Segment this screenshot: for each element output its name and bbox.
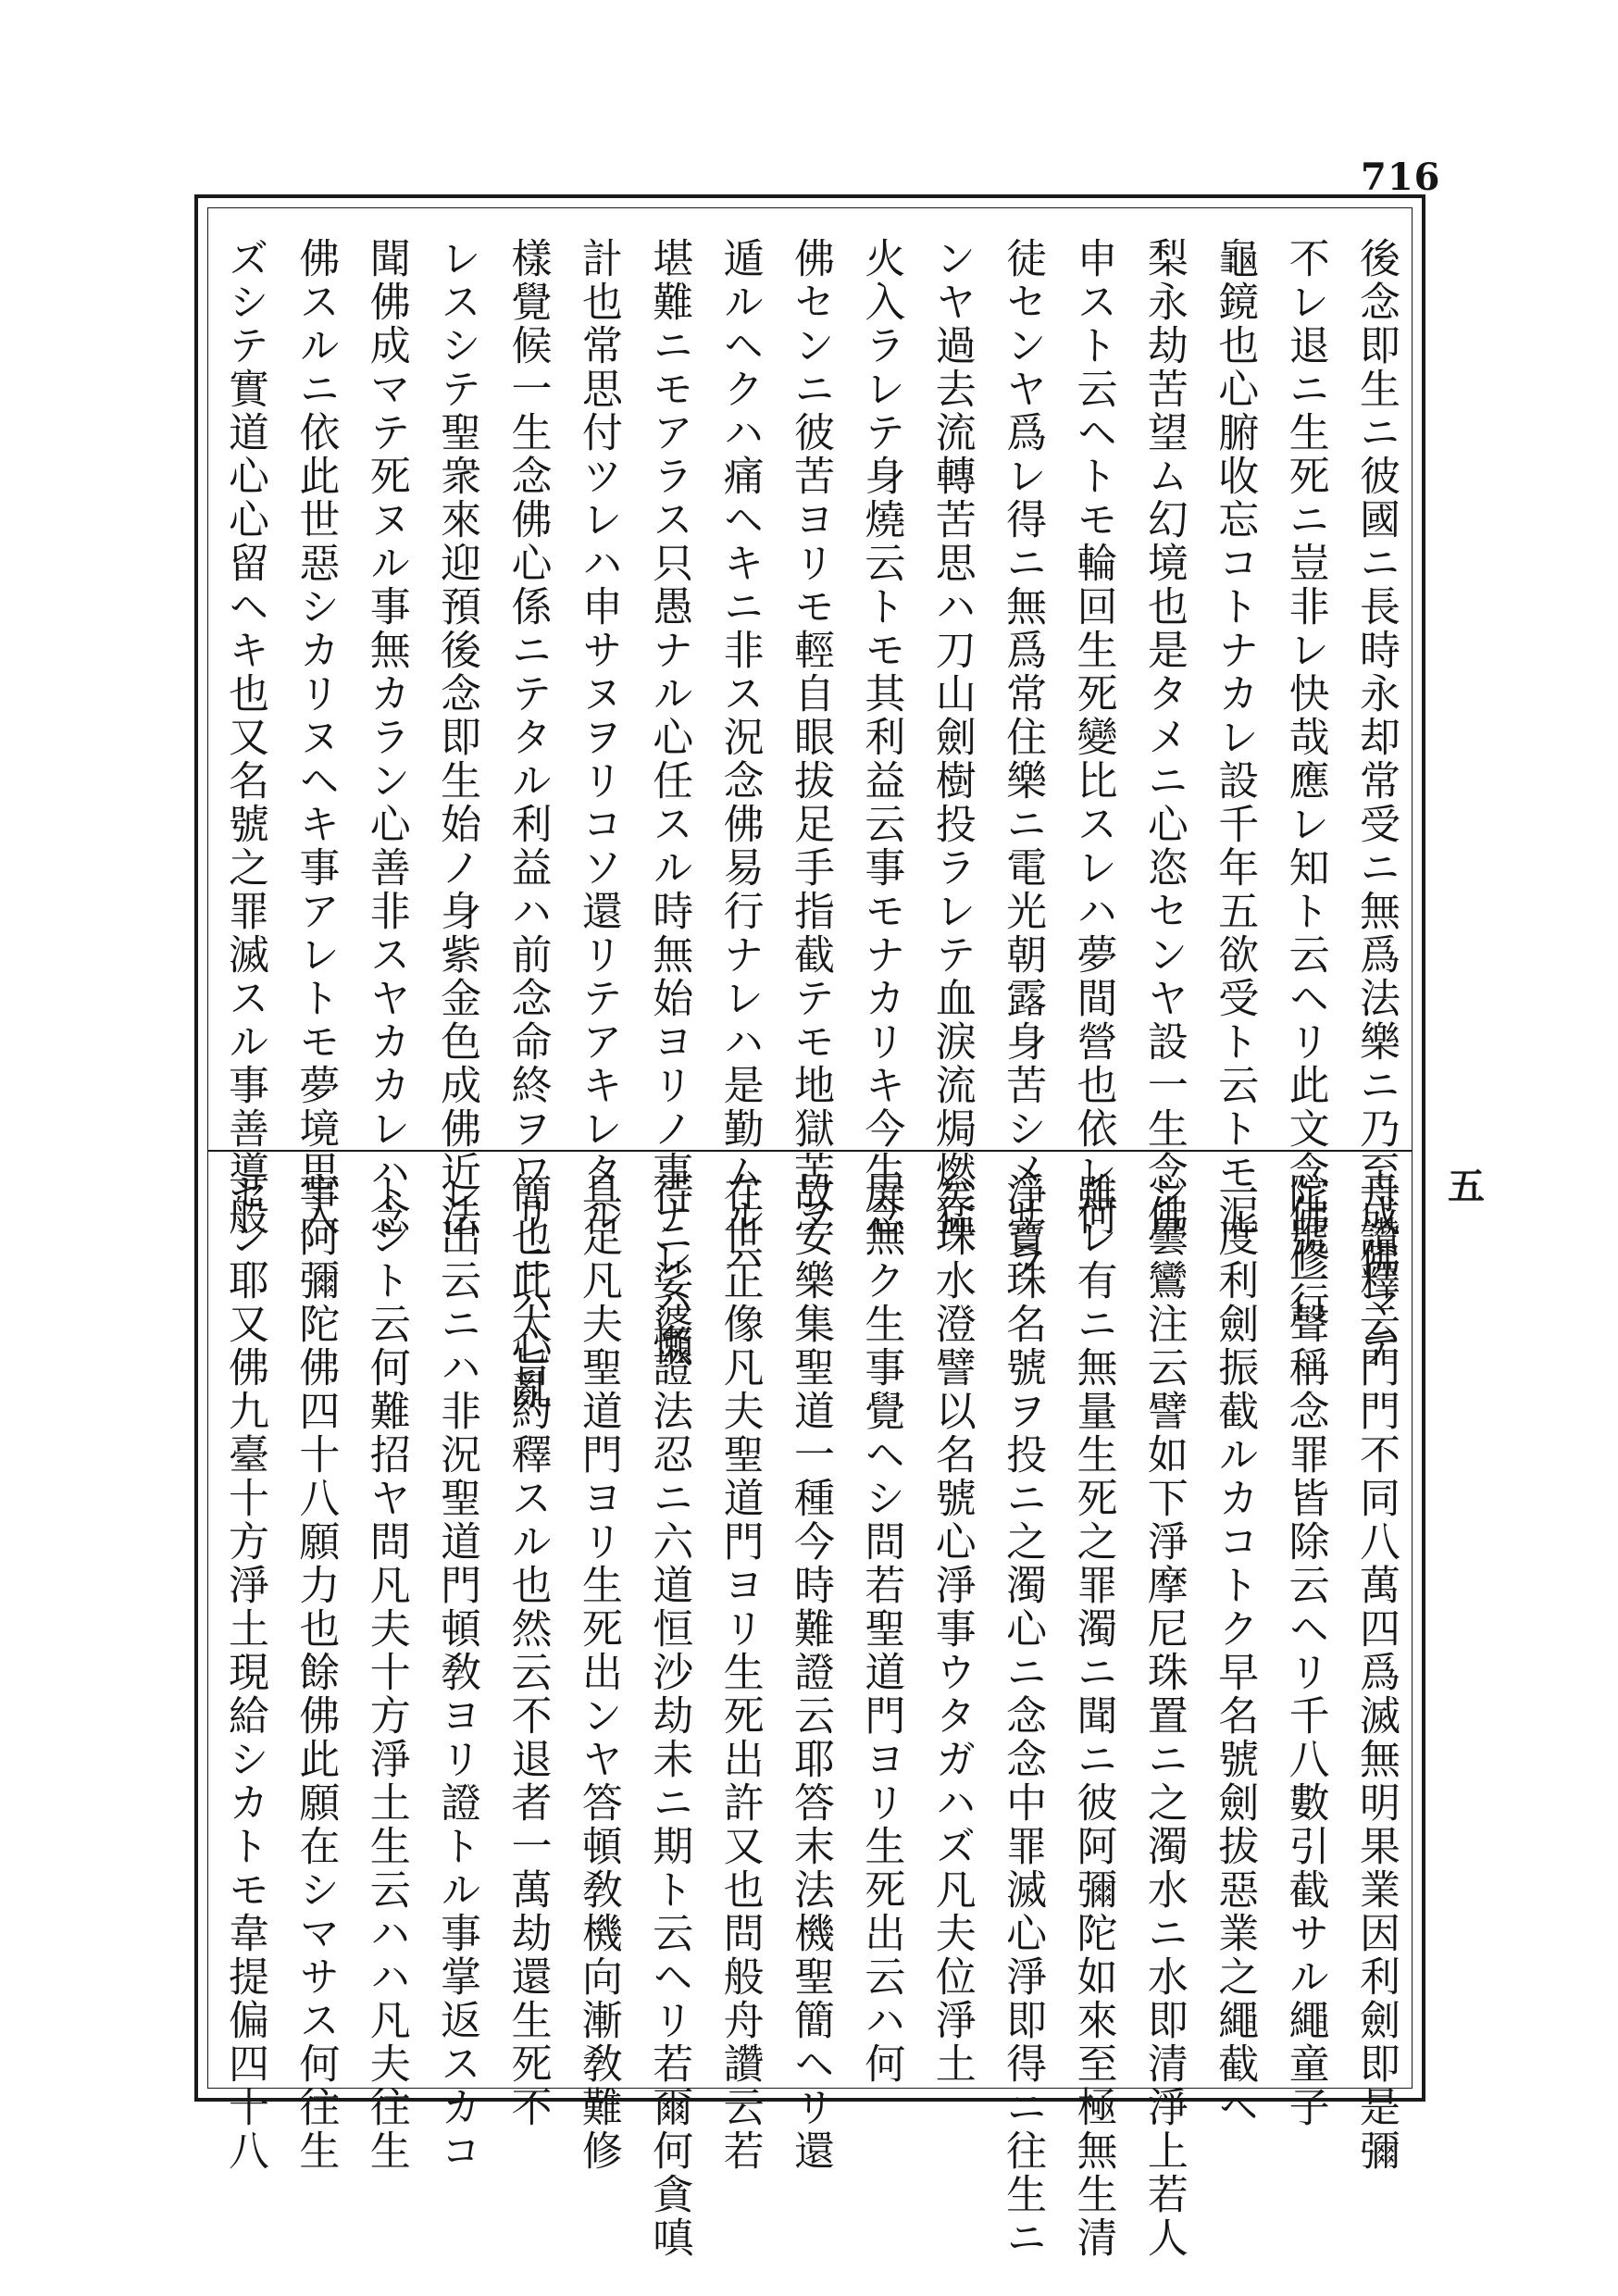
- text-column: ンヤ過去流轉苦思ハ刀山劍樹投ラレテ血淚流焗燃猛: [927, 237, 976, 1238]
- text-column: セン耶又佛九臺十方淨土現給シカトモ韋提偏四十八: [221, 1172, 268, 2173]
- page-number: 716: [1361, 156, 1441, 199]
- text-column: 後念即生ニ彼國ニ長時永却常受ニ無爲法樂ニ乃至成佛マテ: [1352, 237, 1400, 1368]
- text-column: 舟讚釋云門門不同八萬四爲滅無明果業因利劍即是彌: [1352, 1172, 1400, 2173]
- lower-section: [221, 1172, 1400, 2260]
- text-column: シ曇鸞注云譬如下淨摩尼珠置ニ之濁水ニ水即清淨上若人: [1139, 1172, 1188, 2260]
- text-column: 具足凡夫聖道門ヨリ生死出ンヤ答頓敎機向漸敎難修: [574, 1172, 622, 2173]
- text-column: 淨寶珠名號ヲ投ニ之濁心ニ念念中罪滅心淨即得ニ往生ニ: [999, 1172, 1047, 2260]
- text-column: 矣珠水澄譬以名號心淨事ウタガハズ凡夫位淨土: [927, 1172, 976, 2086]
- text-column: 雖レ有ニ無量生死之罪濁ニ聞ニ彼阿彌陀如來至極無生清: [1069, 1172, 1117, 2260]
- text-column: 徒センヤ爲レ得ニ無爲常住樂ニ電光朝露身苦シメサラ: [999, 237, 1047, 1281]
- text-column: レ出云ニハ非況聖道門頓敎ヨリ證トル事掌返スカコ: [433, 1172, 481, 2173]
- text-column: 堪難ニモアラス只愚ナル心任スル時無始ヨリノ事ナレハ懶: [645, 237, 693, 1368]
- text-frame: [194, 194, 1425, 2260]
- text-column: 聞佛成マテ死ヌル事無カラン心善非スヤカカレハ念: [362, 237, 410, 1238]
- text-column: 梨永劫苦望ム幻境也是タメニ心恣センヤ設一生念佛: [1139, 237, 1188, 1238]
- side-mark: 五: [1448, 1165, 1485, 1208]
- text-column: 龜鏡也心腑收忘コトナカレ設千年五欲受ト云トモ泥: [1211, 237, 1259, 1238]
- text-column: 簡也此大旨約釋スル也然云不退者一萬劫還生死不: [504, 1172, 552, 2129]
- text-column: トシト云何難招ヤ問凡夫十方淨土生云ハハ凡夫往生: [362, 1172, 410, 2173]
- text-column: 遁ルヘクハ痛ヘキニ非ス況念佛易行ナレハ是勤ムルハ: [716, 237, 764, 1281]
- text-column: 火入ラレテ身燒云トモ其利益云事モナカリキ今生念: [857, 237, 905, 1238]
- text-column: 樣覺候一生念佛心係ニテタル利益ハ前念命終ヲワリニハ心亂: [504, 237, 552, 1412]
- text-column: 佛センニ彼苦ヨリモ輕自眼拔足手指截テモ地獄苦ヲ: [787, 237, 834, 1238]
- text-column: 計也常思付ツレハ申サヌヲリコソ還リテアキレタル: [574, 237, 622, 1238]
- text-column: 待ニ娑婆證法忍ニ六道恒沙劫未ニ期ト云ヘリ若爾何貪嗔: [645, 1172, 693, 2260]
- text-column: 申スト云ヘトモ輪回生死變比スレハ夢間營也依レ何: [1069, 237, 1117, 1238]
- upper-section: [221, 237, 1400, 1412]
- text-column: 在世正像凡夫聖道門ヨリ生死出許又也問般舟讚云若: [716, 1172, 764, 2173]
- text-column: 佛スルニ依此世惡シカリヌヘキ事アレトモ夢境思入: [292, 237, 340, 1238]
- text-column: 屏無ク生事覺ヘシ問若聖道門ヨリ生死出云ハ何: [857, 1172, 905, 2086]
- text-column: レスシテ聖衆來迎預後念即生始ノ身紫金色成佛近法: [433, 237, 481, 1238]
- text-column: 不レ退ニ生死ニ豈非レ快哉應レ知ト云ヘリ此文念佛修行: [1281, 237, 1329, 1325]
- text-column: 一度利劍振截ルカコトク早名號劍拔惡業之繩截ヘ: [1211, 1172, 1259, 2129]
- text-column: 陀號一聲稱念罪皆除云ヘリ千八數引截サル繩童子: [1281, 1172, 1329, 2129]
- text-column: ズシテ實道心心留ヘキ也又名號之罪滅スル事善導般: [221, 237, 268, 1238]
- text-column: 事阿彌陀佛四十八願力也餘佛此願在シマサス何往生: [292, 1172, 340, 2173]
- text-column: 故安樂集聖道一種今時難證云耶答末法機聖簡ヘリ還: [787, 1172, 834, 2173]
